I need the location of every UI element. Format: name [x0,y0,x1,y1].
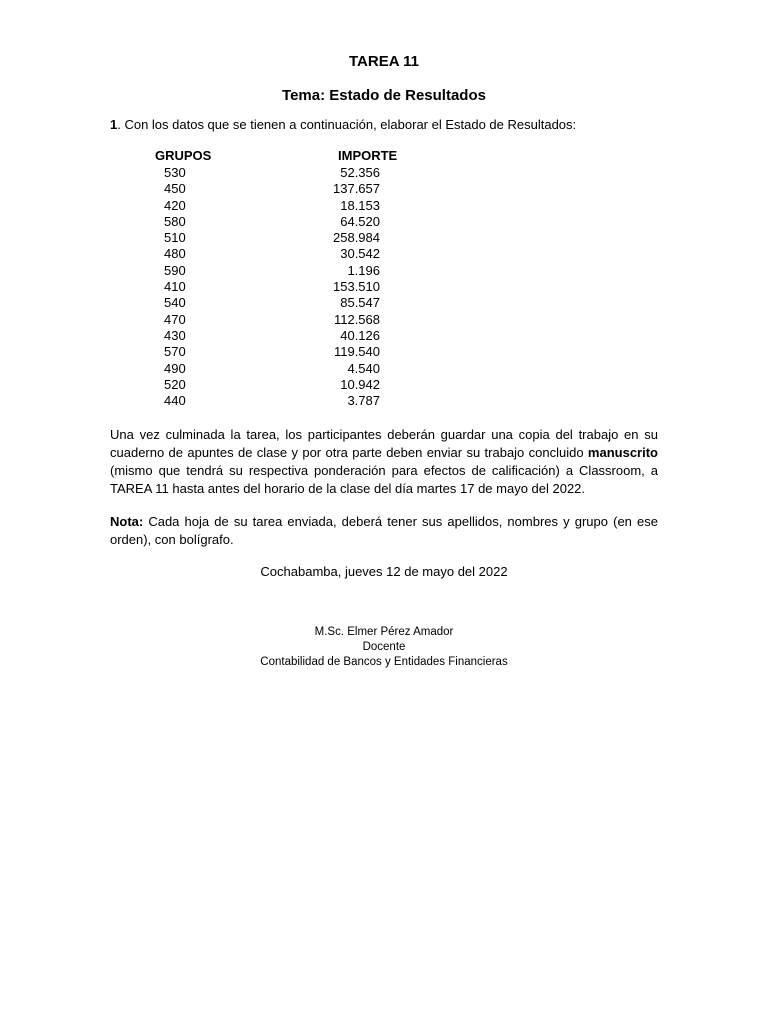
date-line: Cochabamba, jueves 12 de mayo del 2022 [260,564,508,579]
group-cell: 590 [164,262,186,278]
note-paragraph [110,513,658,549]
amount-cell: 18.153 [340,197,380,213]
amount-cell: 30.542 [340,246,380,262]
document-subtitle: Tema: Estado de Resultados [282,87,486,104]
amount-cell: 64.520 [340,213,380,229]
group-cell: 420 [164,197,186,213]
signature-name: M.Sc. Elmer Pérez Amador [314,626,454,638]
amount-cell: 40.126 [340,327,380,343]
group-cell: 520 [164,376,186,392]
instructions-text-2: (mismo que tendrá su respectiva ponderación para efectos de calificación) a Classroom, a TAREA 11 hasta antes del horario de la clase del día martes 17 de mayo del 2022. [110,463,658,496]
group-cell: 580 [164,213,186,229]
document-title: TAREA 11 [348,53,420,70]
amount-cell: 4.540 [347,360,380,376]
amount-cell: 3.787 [347,393,380,409]
group-cell: 410 [164,279,186,295]
group-cell: 480 [164,246,186,262]
signature-role: Docente [362,641,406,653]
header-grupos: GRUPOS [155,148,212,163]
group-cell: 450 [164,181,186,197]
instructions-bold: manuscrito [587,445,658,460]
amount-cell: 52.356 [340,165,380,180]
question-text: . Con los datos que se tienen a continuación, elaborar el Estado de Resultados: [117,117,577,132]
group-cell: 490 [164,360,186,376]
group-cell: 540 [164,295,186,311]
group-cell: 430 [164,327,186,343]
amount-cell: 153.510 [333,279,380,295]
group-cell: 470 [164,311,186,327]
signature-course: Contabilidad de Bancos y Entidades Financieras [260,656,508,668]
amount-cell: 85.547 [340,295,380,311]
question-1 [110,117,576,133]
instructions-paragraph [110,426,658,498]
amount-cell: 112.568 [333,311,380,327]
amount-cell: 137.657 [333,181,380,197]
group-cell: 530 [164,165,186,180]
header-importe: IMPORTE [338,148,398,163]
group-cell: 570 [164,344,186,360]
note-text: Cada hoja de su tarea enviada, deberá tener sus apellidos, nombres y grupo (en ese orden), con bolígrafo. [110,514,658,547]
note-label: Nota: [110,514,144,529]
amount-cell: 10.942 [340,376,380,392]
group-cell: 510 [164,230,186,246]
question-number: 1 [110,117,118,132]
amount-cell: 258.984 [333,230,380,246]
amount-cell: 119.540 [333,344,380,360]
instructions-text-1: Una vez culminada la tarea, los participantes deberán guardar una copia del trabajo en su cuaderno de apuntes de clase y por otra parte deben enviar su trabajo concluido [110,427,658,460]
group-cell: 440 [164,393,186,409]
amount-cell: 1.196 [347,262,380,278]
